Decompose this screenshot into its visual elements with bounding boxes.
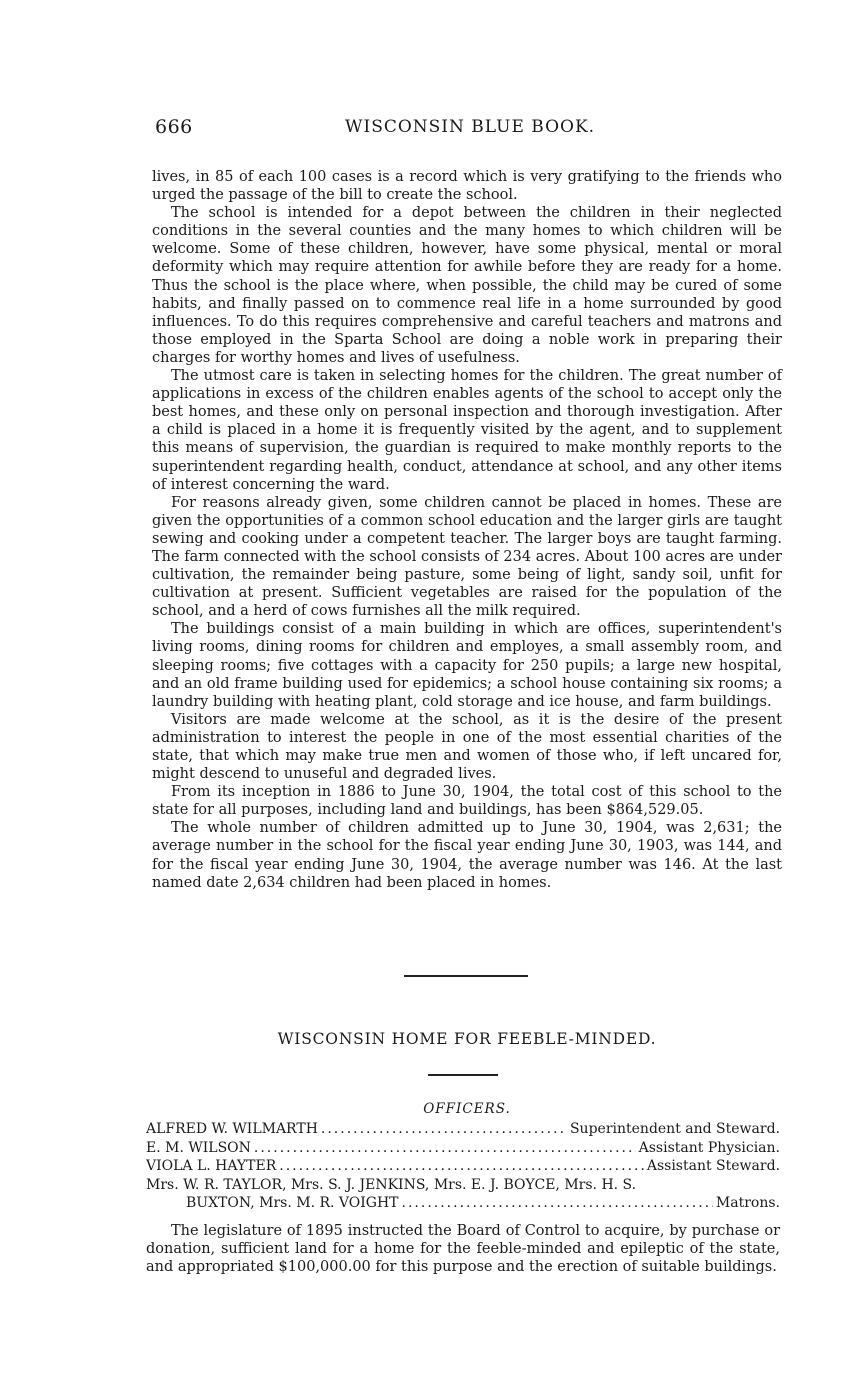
officer-name: ALFRED W. WILMARTH bbox=[146, 1121, 318, 1137]
closing-text bbox=[146, 1222, 780, 1276]
officers-heading: OFFICERS. bbox=[423, 1101, 511, 1117]
officer-entry bbox=[146, 1157, 780, 1176]
officer-name: E. M. WILSON bbox=[146, 1139, 251, 1156]
leader-dots bbox=[321, 1120, 567, 1139]
matrons-names: BUXTON, Mrs. M. R. VOIGHT bbox=[186, 1195, 399, 1212]
paragraph: The legislature of 1895 instructed the Board of Control to acquire, by purchase or donation, sufficient land for a home for the feeble-minded and epileptic of the state, and appropriated $100,000.00 for this purpose and the erection of suitable buildings. bbox=[146, 1223, 780, 1276]
officer-title: Assistant Physician. bbox=[638, 1139, 780, 1156]
leader-dots bbox=[254, 1139, 636, 1158]
section-title: WISCONSIN HOME FOR FEEBLE-MINDED. bbox=[277, 1030, 657, 1048]
officers-list bbox=[146, 1120, 780, 1213]
running-title: WISCONSIN BLUE BOOK. bbox=[345, 117, 596, 137]
paragraph: lives, in 85 of each 100 cases is a record which is very gratifying to the friends who urged the passage of the bill to create the school. bbox=[152, 169, 782, 204]
officer-entry bbox=[146, 1139, 780, 1158]
paragraph: From its inception in 1886 to June 30, 1904, the total cost of this school to the state for all purposes, including land and buildings, has been $864,529.05. bbox=[152, 784, 782, 819]
title-underline bbox=[428, 1074, 498, 1076]
paragraph: The school is intended for a depot between the children in their neglected conditions in the several counties and the many homes to which children will be welcome. Some of these children, however, have some physical, mental or moral deformity which may require attention for awhile before they are ready for a home. Thus the school is the place where, when possible, the child may be cured of some habits, and finally passed on to commence real life in a home surrounded by good influences. To do this requires comprehensive and careful teachers and matrons and those employed in the Sparta School are doing a noble work in preparing their charges for worthy homes and lives of usefulness. bbox=[152, 205, 782, 366]
leader-dots bbox=[402, 1194, 713, 1213]
body-text bbox=[152, 168, 782, 892]
officer-name: VIOLA L. HAYTER bbox=[146, 1158, 277, 1175]
section-divider bbox=[404, 975, 528, 977]
officer-entry bbox=[146, 1120, 780, 1139]
paragraph: The whole number of children admitted up to June 30, 1904, was 2,631; the average number in the school for the fiscal year ending June 30, 1903, was 144, and for the fiscal year ending June 30, 1904, the average number was 146. At the last named date 2,634 children had been placed in homes. bbox=[152, 820, 782, 891]
paragraph: The utmost care is taken in selecting homes for the children. The great number of applications in excess of the children enables agents of the school to accept only the best homes, and these only on personal inspection and thorough investigation. After a child is placed in a home it is frequently visited by the agent, and to supplement this means of supervision, the guardian is required to make monthly reports to the superintendent regarding health, conduct, attendance at school, and any other items of interest concerning the ward. bbox=[152, 368, 782, 493]
officer-title: Assistant Steward. bbox=[646, 1158, 780, 1175]
page-number: 666 bbox=[155, 116, 193, 138]
page-header bbox=[155, 116, 783, 140]
matrons-entry-line1 bbox=[146, 1176, 780, 1195]
officer-title: Superintendent and Steward. bbox=[569, 1121, 780, 1137]
paragraph: The buildings consist of a main building in which are offices, superintendent's living rooms, dining rooms for children and employes, a small assembly room, and sleeping rooms; five cottages with a capacity for 250 pupils; a large new hospital, and an old frame building used for epidemics; a school house containing six rooms; a laundry building with heating plant, cold storage and ice house, and farm buildings. bbox=[152, 621, 782, 710]
matrons-names: Mrs. W. R. TAYLOR, Mrs. S. J. JENKINS, Mrs. E. J. BOYCE, Mrs. H. S. bbox=[146, 1176, 637, 1193]
leader-dots bbox=[279, 1157, 644, 1176]
paragraph: Visitors are made welcome at the school, as it is the desire of the present administration to interest the people in one of the most essential charities of the state, that which may make true men and women of those who, if left uncared for, might descend to unuseful and degraded lives. bbox=[152, 711, 782, 783]
officer-title: Matrons. bbox=[715, 1195, 780, 1212]
matrons-entry-line2 bbox=[146, 1194, 780, 1213]
paragraph: For reasons already given, some children cannot be placed in homes. These are given the opportunities of a common school education and the larger girls are taught sewing and cooking under a competent teacher. The larger boys are taught farming. The farm connected with the school consists of 234 acres. About 100 acres are under cultivation, the remainder being pasture, some being of light, sandy soil, unfit for cultivation at present. Sufficient vegetables are raised for the population of the school, and a herd of cows furnishes all the milk required. bbox=[152, 494, 782, 620]
